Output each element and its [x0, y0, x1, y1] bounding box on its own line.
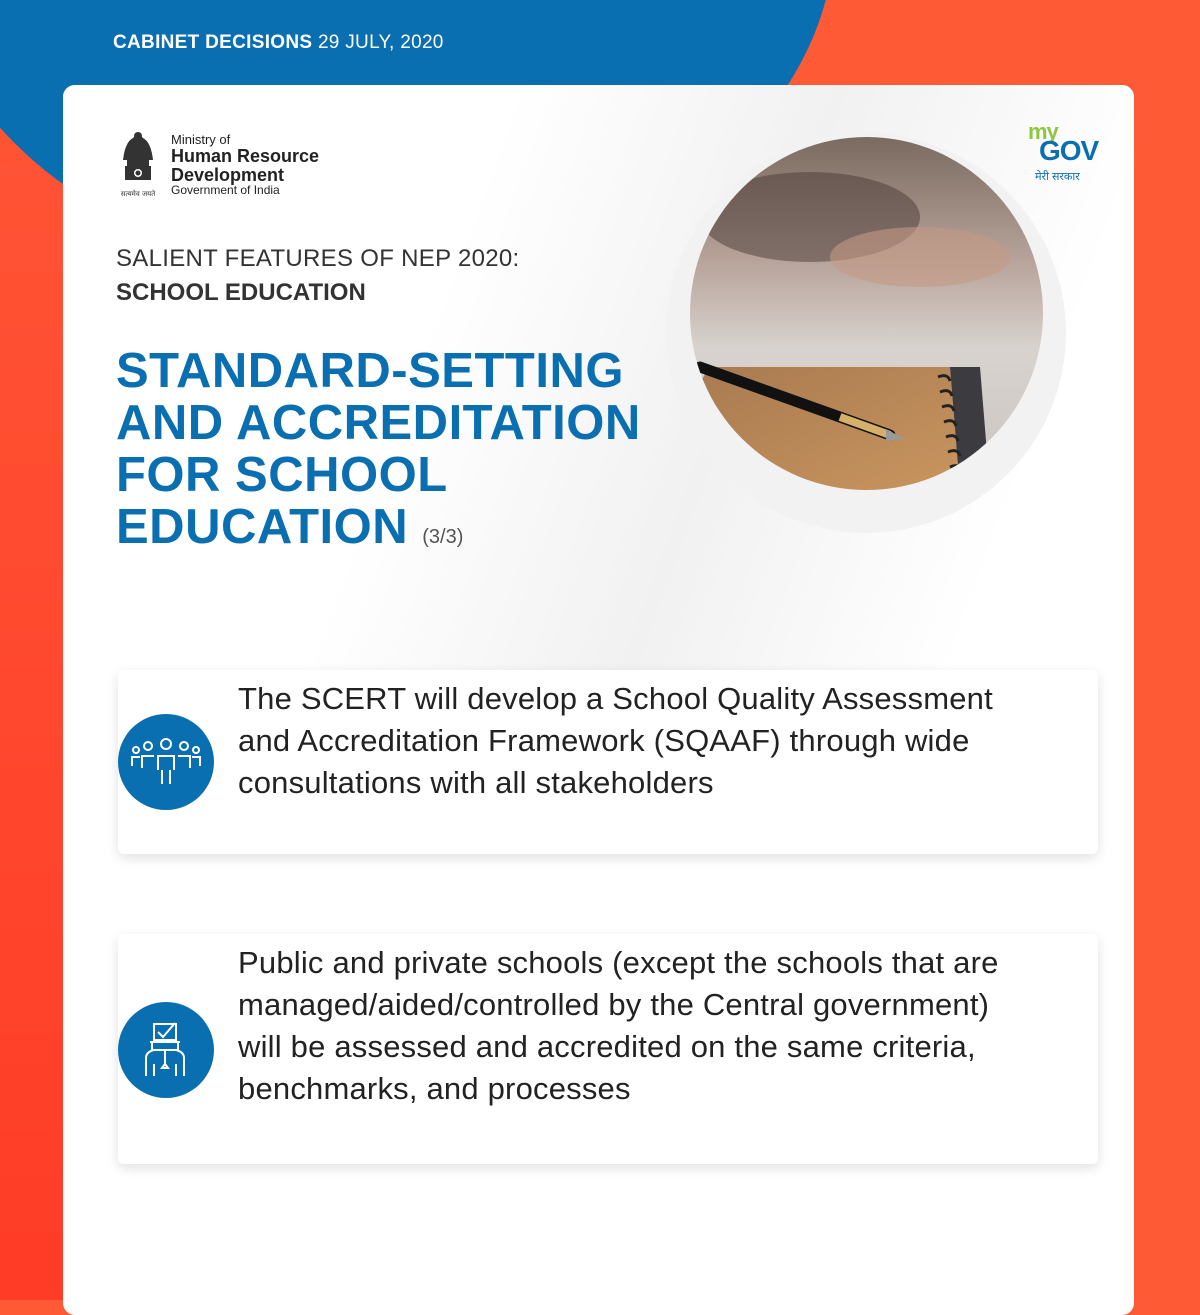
background-left-strip [0, 0, 70, 1300]
ministry-line-3: Development [171, 164, 285, 185]
mygov-tagline: मेरी सरकार [1035, 171, 1080, 183]
feature-text-1: The SCERT will develop a School Quality Assessment and Accreditation Framework (SQAAF) through wide consultations with all stakeholders [238, 681, 993, 800]
mygov-my: my [1028, 119, 1058, 144]
feature-item-2 [118, 934, 1098, 1164]
title-text: STANDARD-SETTING AND ACCREDITATION FOR SCHOOL EDUCATION [116, 344, 641, 554]
feature-text-2: Public and private schools (except the schools that are managed/aided/controlled by the Central government) will be assessed and accredited on the same criteria, benchmarks, and processes [238, 945, 999, 1106]
part-indicator: (3/3) [422, 526, 464, 548]
mygov-gov [1039, 135, 1098, 167]
ministry-line-1: Ministry of [171, 132, 231, 147]
page-title [116, 345, 736, 563]
notebook-pen-photo [690, 137, 1043, 490]
header-label: CABINET DECISIONS [113, 32, 313, 53]
ministry-line-2: Human Resource [171, 145, 320, 166]
ministry-name [171, 133, 319, 197]
emblem-motto: सत्यमेव जयते [120, 190, 156, 198]
mygov-gov-text: GOV [1039, 135, 1099, 166]
subtitle-line-1: SALIENT FEATURES OF NEP 2020: [116, 245, 520, 272]
ministry-line-4: Government of India [171, 183, 280, 198]
header-bar [113, 32, 444, 54]
section-subtitle [116, 245, 520, 307]
feature-item-1 [118, 670, 1098, 854]
subtitle-line-2: SCHOOL EDUCATION [116, 279, 366, 306]
header-date: 29 JULY, 2020 [317, 32, 444, 53]
national-emblem-icon [113, 130, 163, 202]
people-group-icon [118, 714, 214, 810]
person-checkmark-icon [118, 1002, 214, 1098]
mygov-logo [1025, 119, 1115, 189]
